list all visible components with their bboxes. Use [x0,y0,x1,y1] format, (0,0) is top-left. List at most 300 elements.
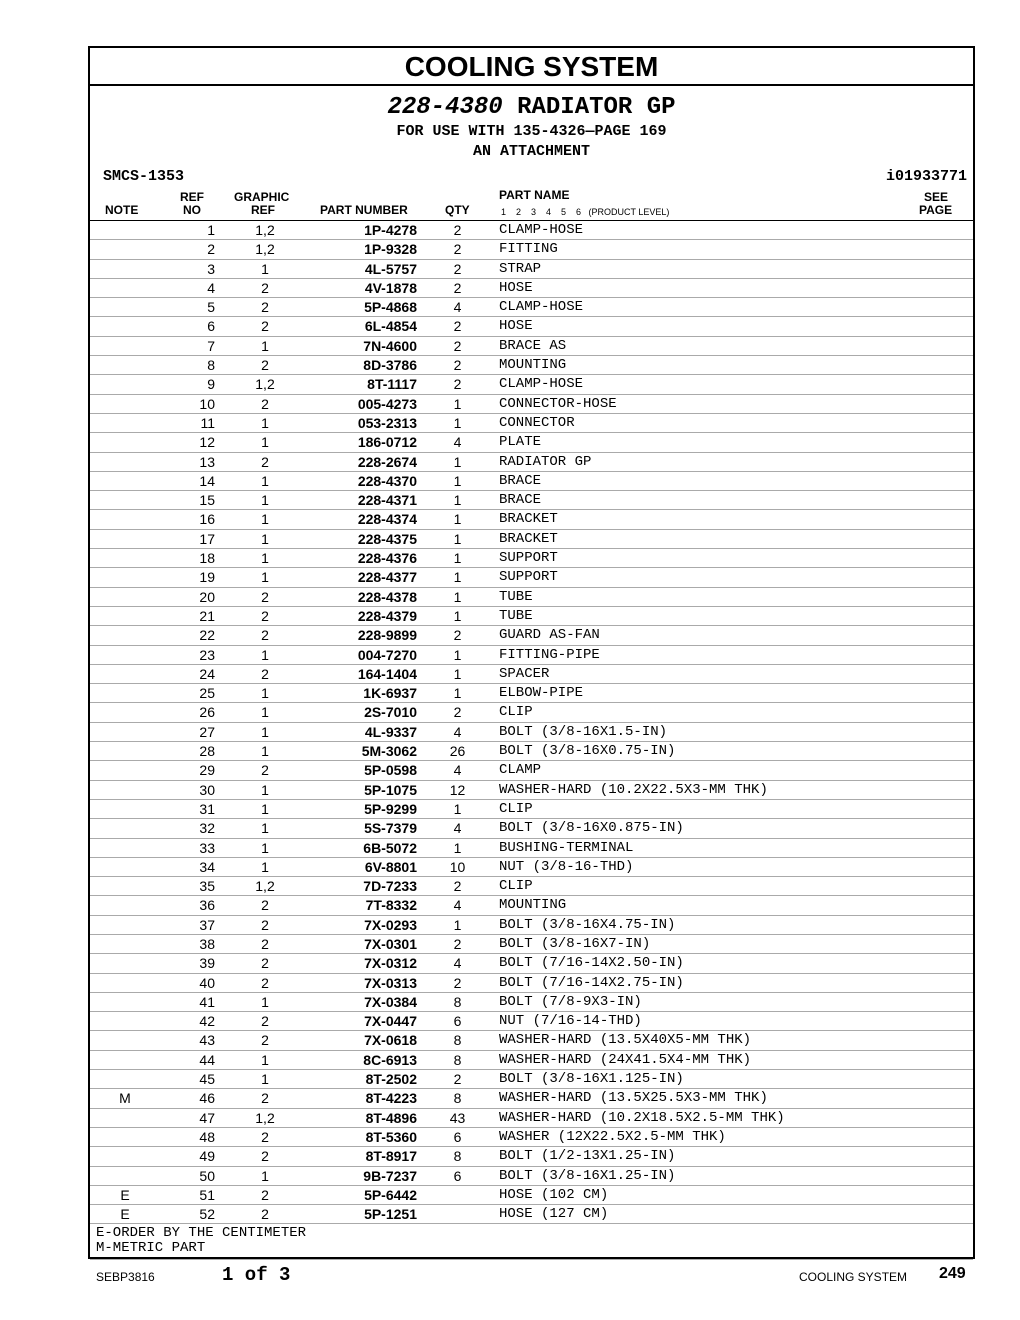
table-row [90,916,973,935]
cell-part-name: CLAMP-HOSE [499,222,584,238]
cell-graphic-ref: 1 [261,1051,269,1068]
table-row [90,510,973,529]
table-row [90,395,973,414]
col-part-name: PART NAME [499,188,570,202]
table-row [90,665,973,684]
cell-graphic-ref: 2 [261,762,269,779]
table-row [90,954,973,973]
cell-qty: 2 [453,337,462,354]
table-row [90,1031,973,1050]
cell-qty: 1 [453,530,462,547]
table-row [90,375,973,394]
cell-ref-no: 17 [199,530,215,547]
cell-part-number: 5M-3062 [361,743,417,760]
cell-ref-no: 50 [199,1167,215,1184]
cell-part-number: 2S-7010 [364,704,417,721]
cell-ref-no: 12 [199,434,215,451]
cell-graphic-ref: 1 [261,820,269,837]
cell-part-number: 7T-8332 [365,897,417,914]
cell-qty: 8 [453,1148,462,1165]
cell-part-name: BOLT (1/2-13X1.25-IN) [499,1148,676,1165]
cell-graphic-ref: 2 [261,1128,269,1145]
cell-part-name: BOLT (3/8-16X0.75-IN) [499,743,676,760]
cell-part-name: NUT (3/8-16-THD) [499,858,634,875]
cell-qty: 2 [453,1071,462,1088]
cell-part-number: 005-4273 [357,395,417,412]
cell-part-number: 1K-6937 [363,685,417,702]
cell-part-number: 5S-7379 [364,820,417,837]
cell-part-number: 5P-1075 [364,781,417,798]
cell-part-name: WASHER-HARD (13.5X40X5-MM THK) [499,1032,752,1049]
cell-graphic-ref: 1 [261,685,269,702]
cell-qty: 1 [453,550,462,567]
parts-list-frame [88,46,975,1259]
table-row [90,298,973,317]
cell-qty: 4 [453,434,462,451]
cell-graphic-ref: 1 [261,743,269,760]
cell-ref-no: 49 [199,1148,215,1165]
col-see-top: SEE [924,190,949,204]
cell-graphic-ref: 1 [261,646,269,663]
page-footer [96,1264,968,1288]
cell-part-name: NUT (7/16-14-THD) [499,1013,642,1030]
cell-ref-no: 7 [207,337,215,354]
cell-part-name: BOLT (3/8-16X0.875-IN) [499,820,684,837]
cell-part-name: BOLT (7/8-9X3-IN) [499,993,642,1010]
cell-graphic-ref: 2 [261,453,269,470]
table-row [90,1070,973,1089]
table-row [90,414,973,433]
cell-ref-no: 38 [199,935,215,952]
cell-qty: 2 [453,974,462,991]
cell-qty: 1 [453,569,462,586]
cell-part-number: 8T-2502 [365,1071,417,1088]
cell-graphic-ref: 2 [261,607,269,624]
cell-part-number: 4L-9337 [364,723,417,740]
cell-part-number: 4L-5757 [364,260,417,277]
cell-part-number: 8D-3786 [363,357,417,374]
table-row [90,858,973,877]
table-row [90,240,973,259]
smcs-line [90,168,973,188]
cell-ref-no: 23 [199,646,215,663]
cell-ref-no: 20 [199,588,215,605]
cell-qty: 4 [453,299,462,316]
cell-part-name: CONNECTOR-HOSE [499,395,617,412]
cell-part-number: 228-4378 [357,588,417,605]
cell-qty: 1 [453,511,462,528]
table-row [90,337,973,356]
table-row [90,1167,973,1186]
cell-ref-no: 33 [199,839,215,856]
cell-graphic-ref: 1 [261,260,269,277]
cell-part-name: SPACER [499,665,550,682]
cell-qty: 6 [453,1128,462,1145]
cell-qty: 12 [449,781,466,798]
cell-graphic-ref: 2 [261,318,269,335]
cell-ref-no: 41 [199,993,215,1010]
cell-graphic-ref: 2 [261,1013,269,1030]
table-row [90,626,973,645]
cell-graphic-ref: 1 [261,800,269,817]
cell-part-number: 8T-1117 [367,376,417,393]
table-row [90,877,973,896]
cell-graphic-ref: 1 [261,723,269,740]
cell-qty: 1 [453,800,462,817]
cell-part-number: 8T-8917 [365,1148,417,1165]
cell-graphic-ref: 1 [261,1071,269,1088]
cell-part-name: ELBOW-PIPE [499,685,584,702]
col-product-levels: 1 2 3 4 5 6 (PRODUCT LEVEL) [501,207,670,217]
cell-part-name: CLIP [499,878,533,895]
cell-part-number: 7X-0301 [364,935,417,952]
cell-part-name: BRACKET [499,511,558,528]
cell-ref-no: 6 [207,318,215,335]
table-row [90,761,973,780]
cell-part-name: BOLT (3/8-16X1.125-IN) [499,1071,684,1088]
cell-ref-no: 15 [199,492,215,509]
col-note: NOTE [105,203,139,217]
col-graphic-top: GRAPHIC [234,190,290,204]
smcs-code: SMCS-1353 [103,168,185,185]
cell-part-number: 5P-1251 [364,1206,417,1223]
cell-part-name: BUSHING-TERMINAL [499,839,634,856]
table-row [90,684,973,703]
col-part-number: PART NUMBER [320,203,408,217]
cell-ref-no: 44 [199,1051,215,1068]
cell-ref-no: 36 [199,897,215,914]
col-qty: QTY [445,203,470,217]
cell-qty: 1 [453,395,462,412]
cell-ref-no: 21 [199,607,215,624]
cell-part-name: PLATE [499,434,542,451]
cell-graphic-ref: 2 [261,279,269,296]
cell-graphic-ref: 1 [261,1167,269,1184]
cell-graphic-ref: 2 [261,588,269,605]
cell-ref-no: 43 [199,1032,215,1049]
cell-part-number: 5P-6442 [364,1186,417,1203]
cell-qty: 26 [449,743,466,760]
cell-graphic-ref: 1,2 [255,241,275,258]
cell-part-name: BOLT (7/16-14X2.50-IN) [499,955,684,972]
cell-ref-no: 45 [199,1071,215,1088]
cell-part-number: 228-4371 [357,492,417,509]
cell-ref-no: 9 [207,376,215,393]
cell-part-name: TUBE [499,588,533,605]
cell-graphic-ref: 2 [261,897,269,914]
cell-part-name: BOLT (3/8-16X4.75-IN) [499,916,676,933]
cell-qty: 1 [453,839,462,856]
cell-graphic-ref: 1 [261,434,269,451]
cell-qty: 1 [453,588,462,605]
cell-part-number: 228-4374 [357,511,417,528]
cell-graphic-ref: 1 [261,550,269,567]
table-row [90,568,973,587]
footer-doc-code: SEBP3816 [96,1270,155,1284]
cell-graphic-ref: 1 [261,781,269,798]
table-row [90,530,973,549]
cell-qty: 1 [453,916,462,933]
group-number: 228-4380 [387,94,503,121]
cell-part-number: 228-4377 [357,569,417,586]
cell-ref-no: 22 [199,627,215,644]
table-row [90,781,973,800]
cell-part-number: 7X-0312 [364,955,417,972]
cell-part-name: CLIP [499,800,533,817]
cell-part-number: 5P-0598 [364,762,417,779]
cell-note: E [120,1186,130,1203]
cell-graphic-ref: 2 [261,1032,269,1049]
cell-ref-no: 30 [199,781,215,798]
cell-graphic-ref: 1,2 [255,878,275,895]
cell-part-number: 228-4370 [357,472,417,489]
table-row [90,549,973,568]
cell-ref-no: 1 [207,222,215,238]
cell-note: E [120,1206,130,1223]
cell-part-name: BOLT (3/8-16X1.5-IN) [499,723,668,740]
cell-qty: 2 [453,357,462,374]
cell-ref-no: 13 [199,453,215,470]
table-row [90,588,973,607]
cell-part-name: FITTING [499,241,558,258]
cell-note: M [119,1090,131,1107]
cell-qty: 4 [453,723,462,740]
cell-qty: 43 [449,1109,466,1126]
table-row [90,279,973,298]
cell-ref-no: 52 [199,1206,215,1223]
cell-qty: 2 [453,704,462,721]
cell-ref-no: 51 [199,1186,215,1203]
cell-qty: 8 [453,1051,462,1068]
cell-qty: 2 [453,279,462,296]
cell-part-name: GUARD AS-FAN [499,627,600,644]
cell-part-name: FITTING-PIPE [499,646,600,663]
cell-qty: 2 [453,318,462,335]
cell-part-name: CONNECTOR [499,414,575,431]
cell-qty: 4 [453,897,462,914]
notes-block [90,1224,973,1260]
table-row [90,646,973,665]
table-row [90,1089,973,1108]
cell-qty: 1 [453,414,462,431]
cell-part-number: 8T-5360 [365,1128,417,1145]
cell-part-name: SUPPORT [499,569,558,586]
cell-part-name: SUPPORT [499,550,558,567]
cell-graphic-ref: 1 [261,993,269,1010]
cell-part-number: 8T-4223 [365,1090,417,1107]
cell-part-number: 1P-4278 [364,222,417,238]
cell-graphic-ref: 2 [261,357,269,374]
table-row [90,896,973,915]
cell-part-name: CLAMP-HOSE [499,299,584,316]
cell-qty: 2 [453,627,462,644]
cell-qty: 1 [453,685,462,702]
cell-qty: 4 [453,820,462,837]
cell-qty: 1 [453,492,462,509]
cell-graphic-ref: 1 [261,337,269,354]
footer-page-of: 1 of 3 [222,1264,291,1286]
cell-part-name: HOSE (102 CM) [499,1186,609,1203]
cell-part-name: CLAMP [499,762,542,779]
cell-qty: 2 [453,935,462,952]
cell-ref-no: 8 [207,357,215,374]
cell-qty: 1 [453,453,462,470]
cell-ref-no: 37 [199,916,215,933]
footer-section: COOLING SYSTEM [799,1270,908,1284]
col-see-bottom: PAGE [919,203,953,217]
cell-qty: 8 [453,1032,462,1049]
table-row [90,356,973,375]
cell-part-name: HOSE [499,318,533,335]
cell-part-name: BRACE AS [499,337,567,354]
cell-graphic-ref: 1 [261,530,269,547]
group-name: RADIATOR GP [517,94,676,121]
table-row [90,1186,973,1205]
cell-ref-no: 26 [199,704,215,721]
cell-qty: 1 [453,607,462,624]
group-heading [90,94,973,122]
cell-part-number: 004-7270 [357,646,417,663]
cell-part-number: 6B-5072 [363,839,417,856]
cell-part-name: TUBE [499,607,533,624]
cell-qty: 4 [453,762,462,779]
table-row [90,1109,973,1128]
cell-part-name: HOSE [499,279,533,296]
cell-graphic-ref: 1 [261,839,269,856]
cell-graphic-ref: 2 [261,1206,269,1223]
cell-part-number: 9B-7237 [363,1167,417,1184]
cell-qty: 6 [453,1013,462,1030]
cell-ref-no: 47 [199,1109,215,1126]
cell-ref-no: 10 [199,395,215,412]
cell-ref-no: 28 [199,743,215,760]
cell-part-number: 7D-7233 [363,878,417,895]
cell-ref-no: 27 [199,723,215,740]
table-row [90,819,973,838]
cell-ref-no: 24 [199,665,215,682]
cell-part-name: WASHER (12X22.5X2.5-MM THK) [499,1128,726,1145]
note-e: E-ORDER BY THE CENTIMETER [96,1225,307,1242]
cell-part-number: 8C-6913 [363,1051,417,1068]
table-row [90,607,973,626]
cell-graphic-ref: 2 [261,916,269,933]
cell-ref-no: 35 [199,878,215,895]
cell-ref-no: 25 [199,685,215,702]
col-graphic-bottom: REF [251,203,275,217]
cell-part-name: BRACE [499,472,542,489]
cell-part-name: RADIATOR GP [499,453,592,470]
doc-id: i01933771 [885,168,967,185]
cell-ref-no: 3 [207,260,215,277]
table-row [90,260,973,279]
table-row [90,800,973,819]
cell-part-number: 228-9899 [357,627,417,644]
cell-ref-no: 16 [199,511,215,528]
cell-qty: 4 [453,955,462,972]
cell-ref-no: 42 [199,1013,215,1030]
cell-part-name: BOLT (7/16-14X2.75-IN) [499,974,684,991]
attachment-line: AN ATTACHMENT [472,143,591,160]
cell-part-number: 1P-9328 [364,241,417,258]
cell-part-name: MOUNTING [499,357,567,374]
cell-ref-no: 2 [207,241,215,258]
cell-ref-no: 14 [199,472,215,489]
cell-part-number: 228-4379 [357,607,417,624]
cell-part-number: 164-1404 [357,665,417,682]
cell-part-name: CLIP [499,704,533,721]
cell-qty: 8 [453,1090,462,1107]
cell-graphic-ref: 2 [261,1090,269,1107]
cell-ref-no: 32 [199,820,215,837]
cell-ref-no: 31 [199,800,215,817]
col-ref-bottom: NO [183,203,201,217]
cell-qty: 1 [453,646,462,663]
cell-ref-no: 5 [207,299,215,316]
cell-part-number: 5P-9299 [364,800,417,817]
cell-qty: 2 [453,241,462,258]
footer-page-number: 249 [939,1265,966,1282]
cell-graphic-ref: 1,2 [255,1109,275,1126]
table-row [90,453,973,472]
table-row [90,703,973,722]
cell-ref-no: 18 [199,550,215,567]
cell-ref-no: 34 [199,858,215,875]
cell-part-name: WASHER-HARD (13.5X25.5X3-MM THK) [499,1090,768,1107]
cell-qty: 10 [449,858,466,875]
cell-part-name: WASHER-HARD (24X41.5X4-MM THK) [499,1051,752,1068]
cell-graphic-ref: 2 [261,665,269,682]
cell-graphic-ref: 1 [261,511,269,528]
cell-qty: 2 [453,878,462,895]
column-headers [90,188,973,221]
cell-part-number: 7X-0447 [364,1013,417,1030]
cell-graphic-ref: 2 [261,955,269,972]
parts-table [90,221,973,1224]
cell-part-number: 4V-1878 [364,279,417,296]
table-row [90,491,973,510]
table-row [90,1051,973,1070]
cell-part-name: BOLT (3/8-16X1.25-IN) [499,1167,676,1184]
cell-graphic-ref: 1 [261,569,269,586]
table-row [90,723,973,742]
table-row [90,839,973,858]
cell-part-number: 5P-4868 [364,299,417,316]
cell-part-number: 7X-0313 [364,974,417,991]
cell-part-name: STRAP [499,260,542,277]
cell-part-name: BRACKET [499,530,558,547]
cell-qty: 1 [453,472,462,489]
cell-ref-no: 19 [199,569,215,586]
cell-part-number: 228-4376 [357,550,417,567]
cell-ref-no: 46 [199,1090,215,1107]
cell-graphic-ref: 1 [261,858,269,875]
cell-part-name: WASHER-HARD (10.2X18.5X2.5-MM THK) [499,1109,785,1126]
table-row [90,935,973,954]
cell-part-number: 228-2674 [357,453,417,470]
cell-graphic-ref: 1 [261,704,269,721]
cell-part-name: BRACE [499,492,542,509]
cell-qty: 1 [453,665,462,682]
cell-graphic-ref: 2 [261,627,269,644]
table-row [90,433,973,452]
cell-part-number: 186-0712 [357,434,417,451]
cell-part-name: WASHER-HARD (10.2X22.5X3-MM THK) [499,781,768,798]
cell-graphic-ref: 2 [261,935,269,952]
cell-graphic-ref: 2 [261,974,269,991]
cell-part-number: 053-2313 [357,414,417,431]
cell-part-name: MOUNTING [499,897,567,914]
cell-part-number: 7N-4600 [363,337,417,354]
